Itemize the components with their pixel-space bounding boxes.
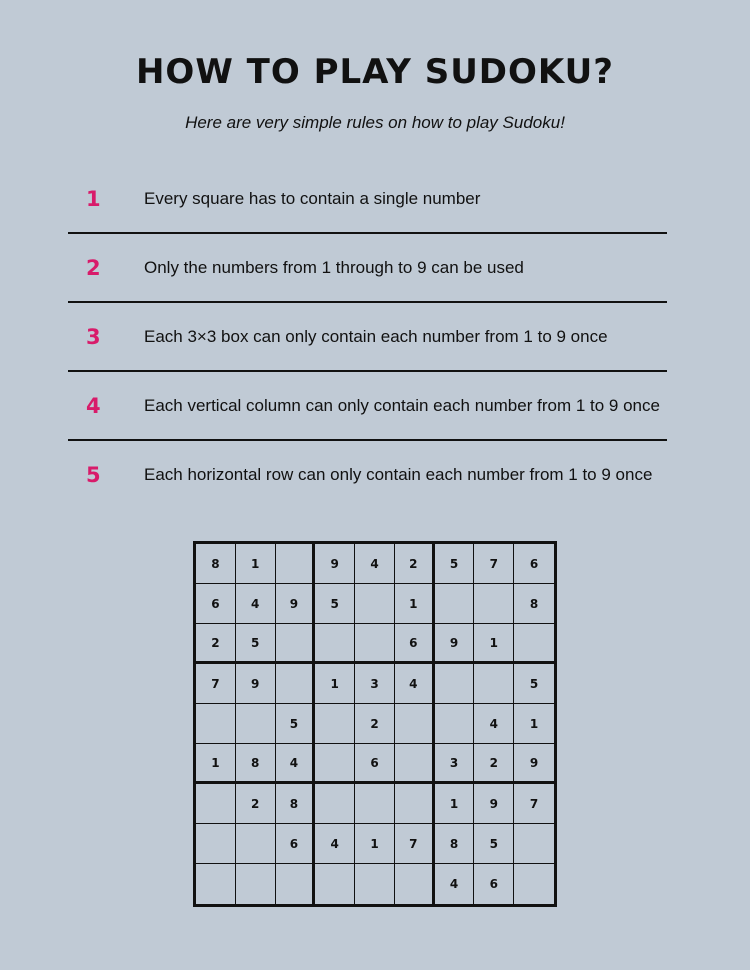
sudoku-cell[interactable]: [395, 784, 435, 824]
sudoku-cell[interactable]: [276, 544, 316, 584]
sudoku-cell[interactable]: 2: [236, 784, 276, 824]
sudoku-cell[interactable]: 5: [474, 824, 514, 864]
rules-list: [68, 165, 667, 508]
page-subtitle: Here are very simple rules on how to play Sudoku!: [185, 113, 565, 132]
sudoku-cell[interactable]: [355, 784, 395, 824]
sudoku-cell[interactable]: 8: [514, 584, 554, 624]
sudoku-cell[interactable]: 4: [236, 584, 276, 624]
sudoku-cell[interactable]: 9: [435, 624, 475, 664]
rule-item: [68, 372, 667, 441]
sudoku-cell[interactable]: 6: [276, 824, 316, 864]
sudoku-cell[interactable]: [276, 664, 316, 704]
sudoku-cell[interactable]: 8: [435, 824, 475, 864]
sudoku-cell[interactable]: 9: [514, 744, 554, 784]
sudoku-cell[interactable]: [196, 784, 236, 824]
sudoku-cell[interactable]: 4: [355, 544, 395, 584]
sudoku-cell[interactable]: [196, 704, 236, 744]
sudoku-grid: [196, 544, 554, 904]
sudoku-cell[interactable]: 5: [435, 544, 475, 584]
rule-text: Every square has to contain a single number: [144, 189, 481, 208]
sudoku-cell[interactable]: 5: [276, 704, 316, 744]
sudoku-cell[interactable]: 6: [514, 544, 554, 584]
sudoku-cell[interactable]: 3: [355, 664, 395, 704]
sudoku-cell[interactable]: [236, 704, 276, 744]
sudoku-cell[interactable]: [315, 744, 355, 784]
sudoku-cell[interactable]: 7: [474, 544, 514, 584]
sudoku-cell[interactable]: 1: [236, 544, 276, 584]
sudoku-cell[interactable]: 8: [276, 784, 316, 824]
sudoku-cell[interactable]: 2: [395, 544, 435, 584]
sudoku-cell[interactable]: 6: [196, 584, 236, 624]
sudoku-cell[interactable]: [395, 704, 435, 744]
rule-item: [68, 441, 667, 508]
sudoku-cell[interactable]: 4: [395, 664, 435, 704]
sudoku-cell[interactable]: [196, 824, 236, 864]
rule-text: Each vertical column can only contain each number from 1 to 9 once: [144, 396, 660, 415]
sudoku-cell[interactable]: 3: [435, 744, 475, 784]
sudoku-cell[interactable]: 7: [395, 824, 435, 864]
rule-number: 3: [86, 325, 101, 349]
sudoku-cell[interactable]: 5: [514, 664, 554, 704]
sudoku-cell[interactable]: 2: [355, 704, 395, 744]
sudoku-cell[interactable]: 9: [315, 544, 355, 584]
rule-number: 2: [86, 256, 101, 280]
sudoku-cell[interactable]: [315, 784, 355, 824]
rule-text: Each 3×3 box can only contain each number from 1 to 9 once: [144, 327, 608, 346]
sudoku-cell[interactable]: 9: [276, 584, 316, 624]
rule-number: 5: [86, 463, 101, 487]
sudoku-cell[interactable]: 1: [196, 744, 236, 784]
sudoku-cell[interactable]: [435, 664, 475, 704]
sudoku-cell[interactable]: 8: [196, 544, 236, 584]
sudoku-cell[interactable]: 6: [395, 624, 435, 664]
sudoku-cell[interactable]: [355, 624, 395, 664]
rule-item: [68, 165, 667, 234]
sudoku-cell[interactable]: [315, 624, 355, 664]
rule-number: 1: [86, 187, 101, 211]
sudoku-cell[interactable]: 6: [355, 744, 395, 784]
sudoku-cell[interactable]: [395, 864, 435, 904]
sudoku-cell[interactable]: 8: [236, 744, 276, 784]
sudoku-cell[interactable]: [196, 864, 236, 904]
rule-item: [68, 234, 667, 303]
sudoku-cell[interactable]: 1: [395, 584, 435, 624]
sudoku-cell[interactable]: [315, 864, 355, 904]
sudoku-cell[interactable]: 4: [474, 704, 514, 744]
sudoku-cell[interactable]: 7: [514, 784, 554, 824]
sudoku-cell[interactable]: [474, 584, 514, 624]
sudoku-cell[interactable]: 9: [236, 664, 276, 704]
sudoku-cell[interactable]: 5: [315, 584, 355, 624]
sudoku-cell[interactable]: [236, 864, 276, 904]
sudoku-cell[interactable]: [435, 584, 475, 624]
sudoku-board: [193, 541, 557, 907]
sudoku-cell[interactable]: 9: [474, 784, 514, 824]
sudoku-cell[interactable]: 4: [276, 744, 316, 784]
sudoku-cell[interactable]: [514, 824, 554, 864]
sudoku-cell[interactable]: 1: [474, 624, 514, 664]
sudoku-cell[interactable]: [355, 584, 395, 624]
sudoku-cell[interactable]: 6: [474, 864, 514, 904]
sudoku-cell[interactable]: [395, 744, 435, 784]
rule-text: Only the numbers from 1 through to 9 can be used: [144, 258, 524, 277]
sudoku-cell[interactable]: [514, 864, 554, 904]
sudoku-cell[interactable]: 2: [474, 744, 514, 784]
rule-item: [68, 303, 667, 372]
sudoku-cell[interactable]: [474, 664, 514, 704]
rule-text: Each horizontal row can only contain each number from 1 to 9 once: [144, 465, 653, 484]
sudoku-cell[interactable]: 7: [196, 664, 236, 704]
sudoku-cell[interactable]: [276, 624, 316, 664]
sudoku-cell[interactable]: [315, 704, 355, 744]
rule-number: 4: [86, 394, 101, 418]
sudoku-cell[interactable]: [276, 864, 316, 904]
sudoku-cell[interactable]: [435, 704, 475, 744]
sudoku-cell[interactable]: [236, 824, 276, 864]
page-title: HOW TO PLAY SUDOKU?: [135, 52, 615, 92]
sudoku-cell[interactable]: 2: [196, 624, 236, 664]
sudoku-cell[interactable]: [514, 624, 554, 664]
sudoku-cell[interactable]: [355, 864, 395, 904]
sudoku-cell[interactable]: 1: [435, 784, 475, 824]
sudoku-cell[interactable]: 4: [315, 824, 355, 864]
sudoku-cell[interactable]: 1: [315, 664, 355, 704]
sudoku-cell[interactable]: 1: [514, 704, 554, 744]
sudoku-cell[interactable]: 1: [355, 824, 395, 864]
sudoku-cell[interactable]: 4: [435, 864, 475, 904]
sudoku-cell[interactable]: 5: [236, 624, 276, 664]
